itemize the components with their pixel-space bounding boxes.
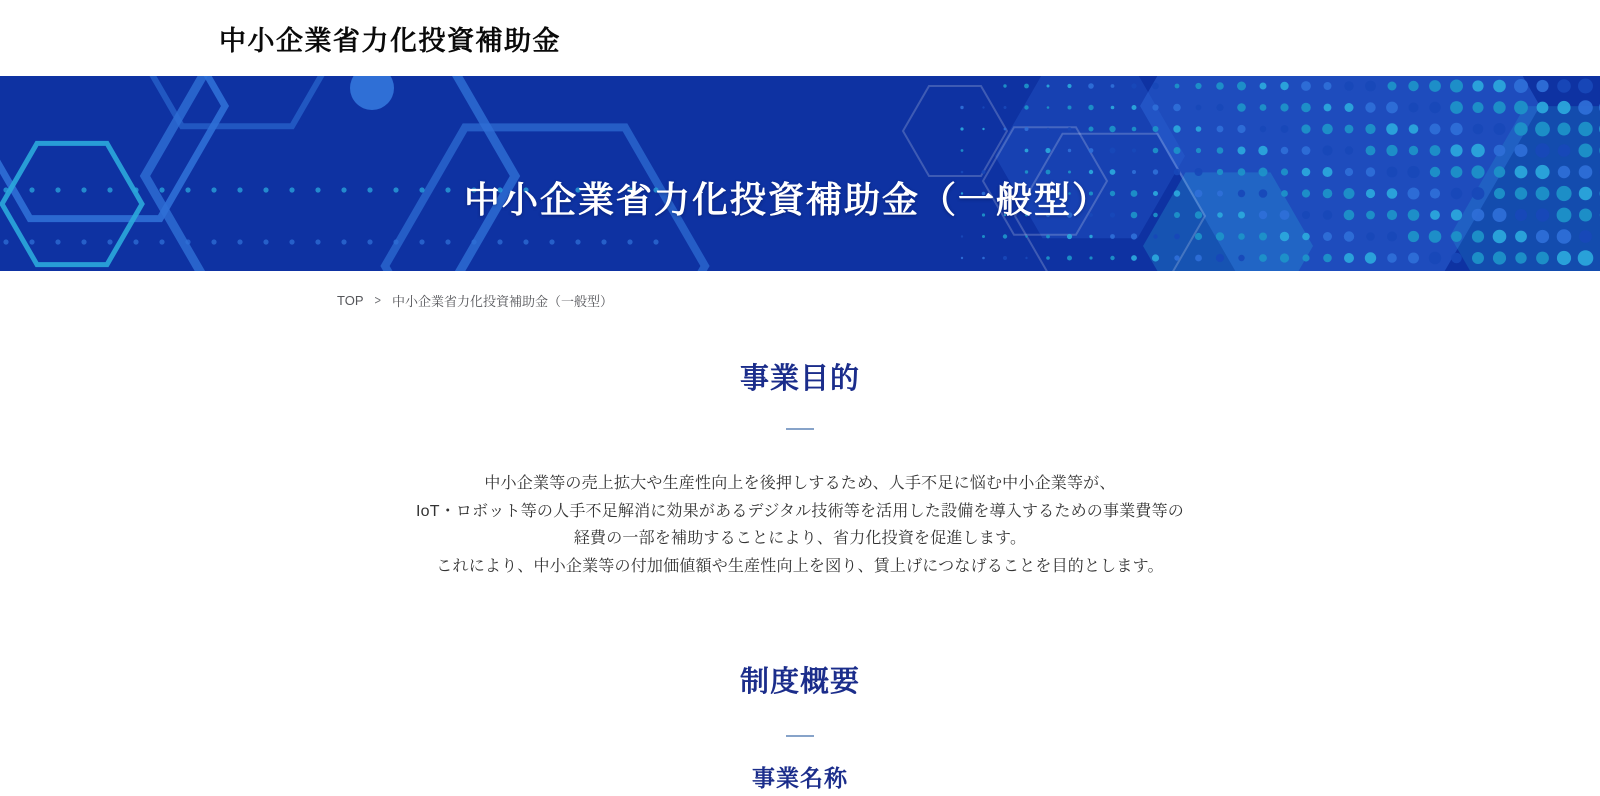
purpose-text-line: 中小企業等の売上拡大や生産性向上を後押しするため、人手不足に悩む中小企業等が、 bbox=[484, 475, 1116, 492]
overview-heading-divider bbox=[786, 735, 814, 737]
purpose-heading-divider bbox=[786, 428, 814, 430]
overview-section-heading: 制度概要 bbox=[739, 666, 860, 698]
main-content bbox=[0, 365, 1600, 790]
page-title: 中小企業省力化投資補助金（一般型） bbox=[463, 179, 1110, 221]
site-header bbox=[0, 0, 1600, 76]
purpose-text-line: これにより、中小企業等の付加価値額や生産性向上を図り、賃上げにつなげることを目的とします。 bbox=[436, 557, 1164, 575]
breadcrumb-home-link[interactable]: TOP bbox=[337, 293, 364, 308]
site-logo[interactable]: 中小企業省力化投資補助金 bbox=[219, 25, 561, 56]
purpose-text-line: 経費の一部を補助することにより、省力化投資を促進します。 bbox=[573, 530, 1027, 547]
purpose-section-heading: 事業目的 bbox=[739, 363, 860, 395]
purpose-paragraph bbox=[0, 470, 1600, 580]
breadcrumb bbox=[337, 293, 1600, 308]
hero-banner bbox=[0, 76, 1600, 271]
business-name-subheading: 事業名称 bbox=[752, 765, 848, 791]
breadcrumb-current-page: 中小企業省力化投資補助金（一般型） bbox=[391, 294, 613, 309]
purpose-text-line: IoT・ロボット等の人手不足解消に効果があるデジタル技術等を活用した設備を導入するための事業費等の bbox=[416, 502, 1184, 520]
breadcrumb-separator-icon: > bbox=[374, 293, 381, 308]
